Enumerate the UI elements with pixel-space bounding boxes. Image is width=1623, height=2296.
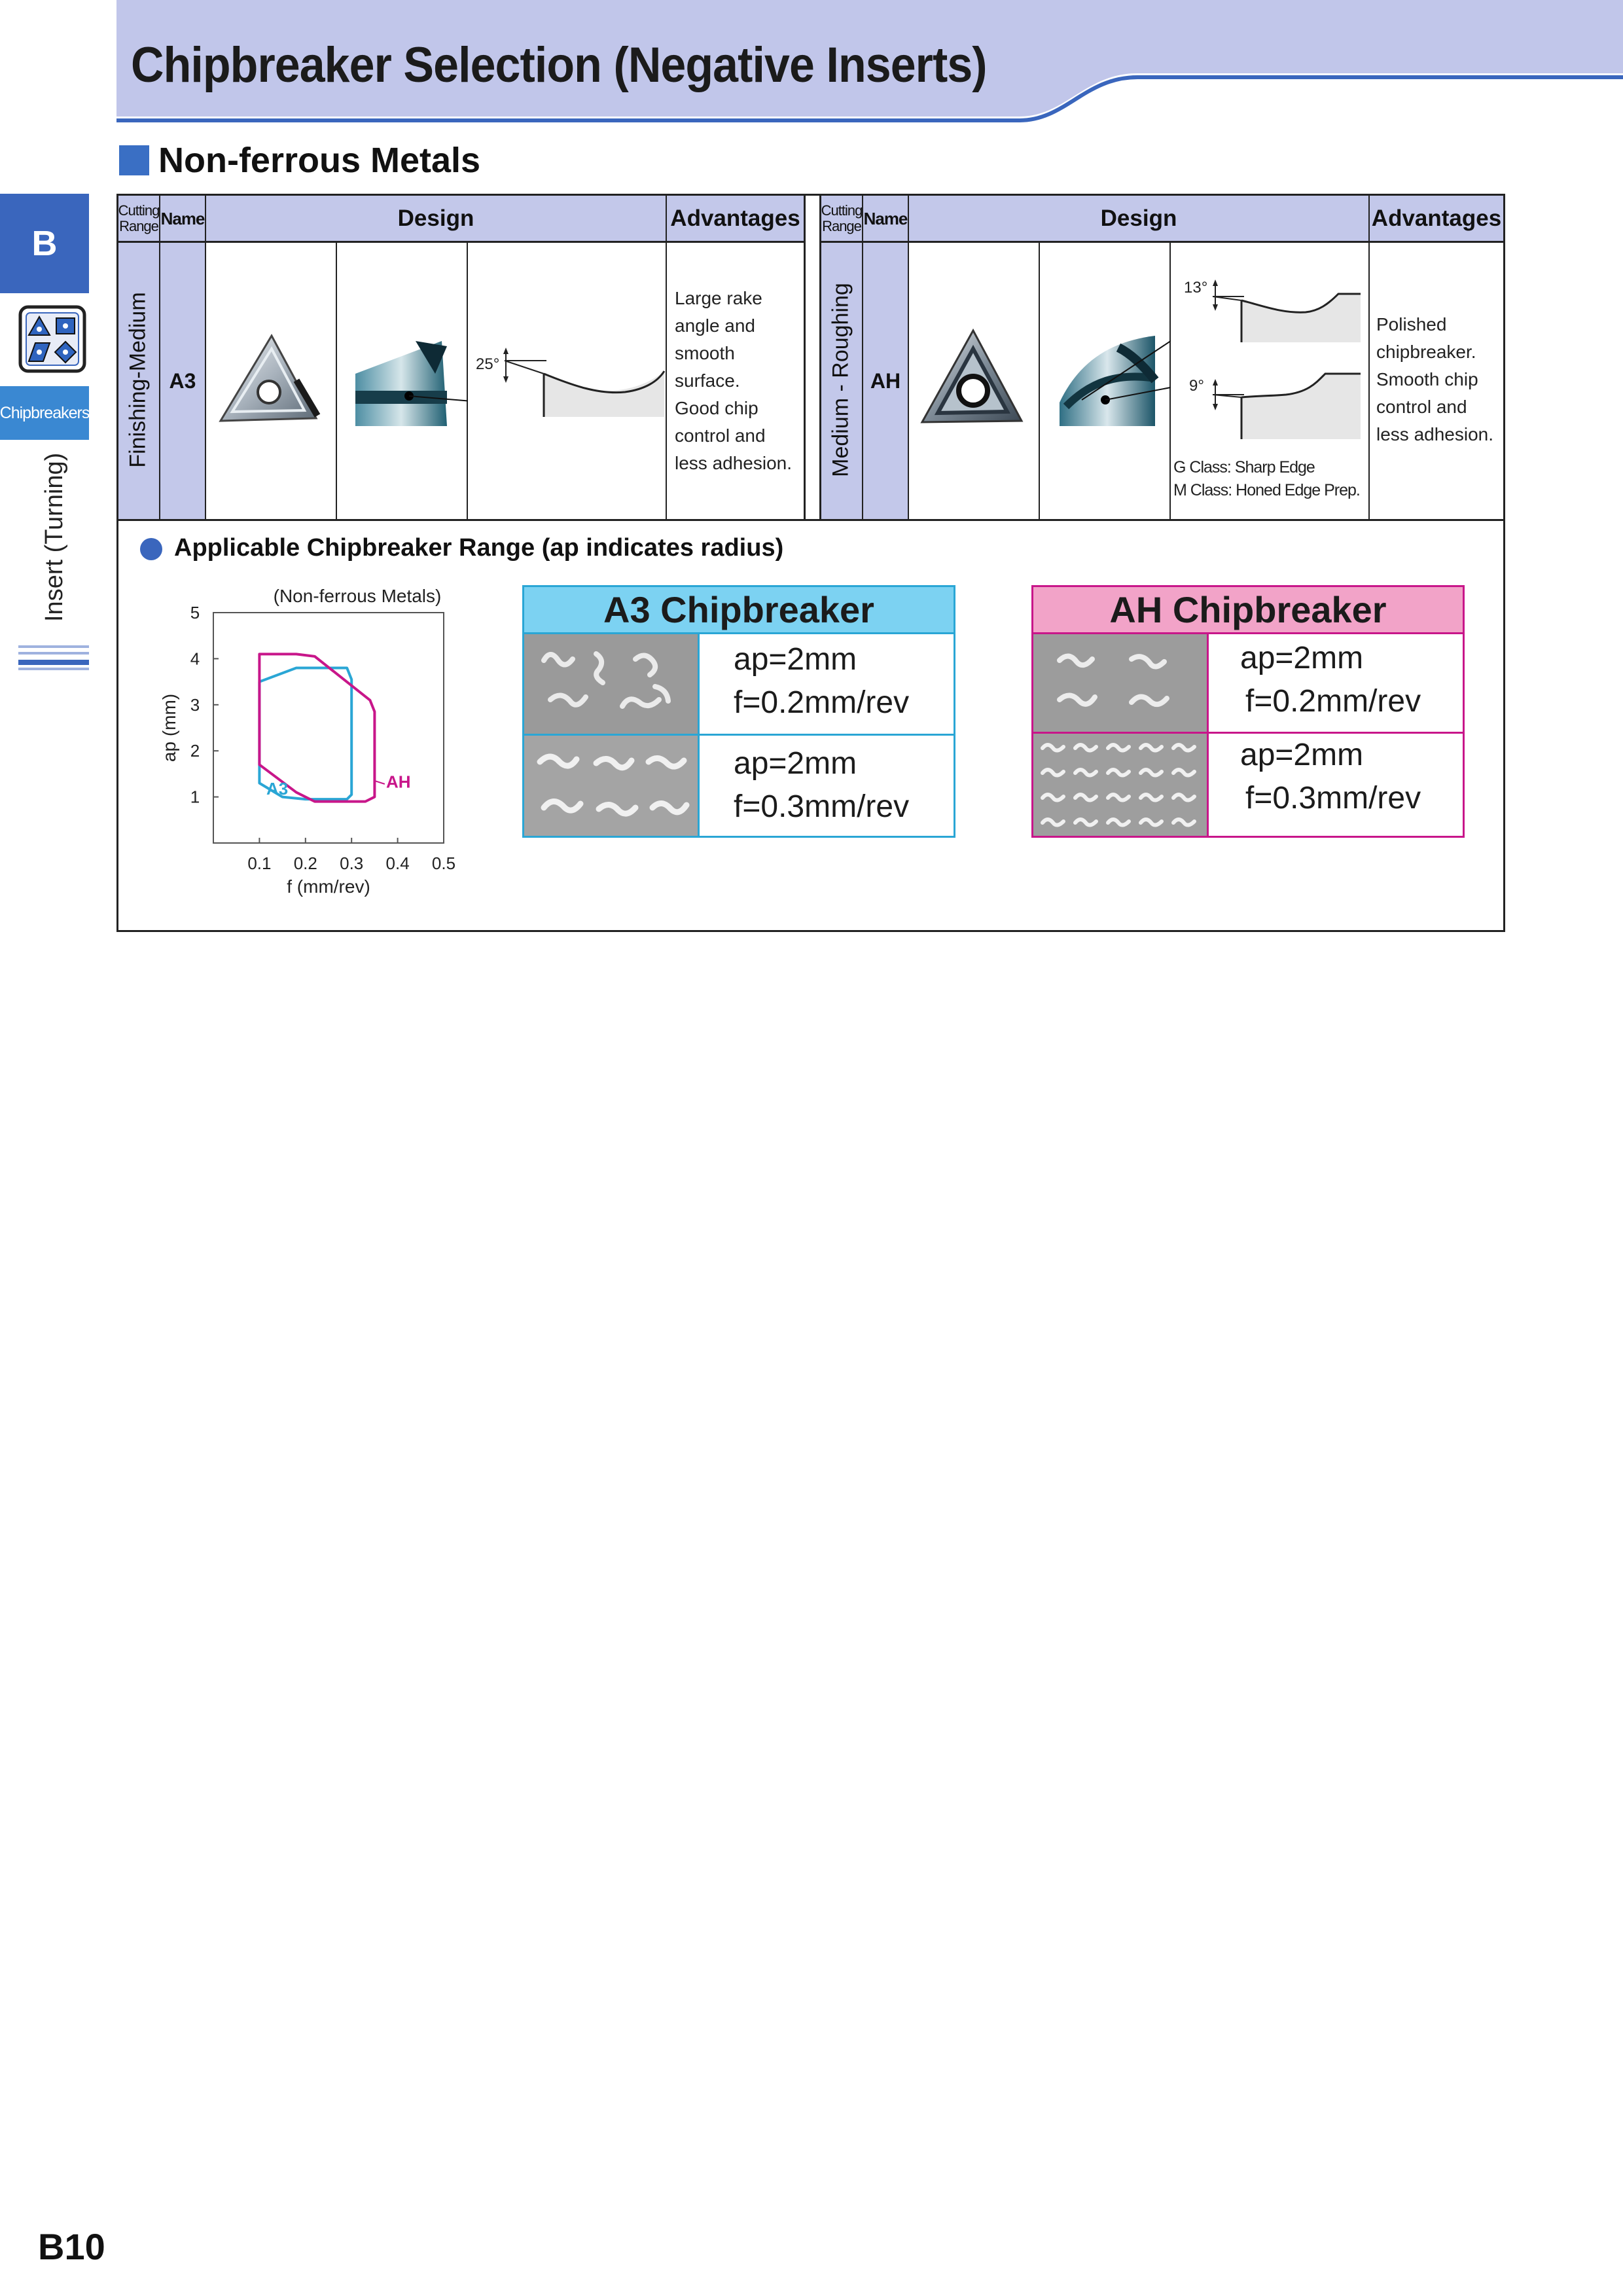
rake-angle-diagram-cell <box>468 243 667 519</box>
chip-sample-photo <box>524 736 700 836</box>
chip-condition: ap=2mm f=0.2mm/rev <box>734 642 910 720</box>
sidebar-stripe <box>18 660 89 665</box>
a3-series-label: A3 <box>266 779 289 799</box>
chipbreakers-tab[interactable]: Chipbreakers <box>0 386 89 440</box>
cutting-range-text: Medium - Roughing <box>828 283 853 477</box>
sidebar-vertical-label: Insert (Turning) <box>41 452 68 622</box>
bottom-angle-label: 9° <box>1189 377 1204 395</box>
chip-row <box>524 634 954 736</box>
cutting-range-cell <box>821 243 863 519</box>
insert-closeup-cell <box>1040 243 1171 519</box>
y-axis-label: ap (mm) <box>159 693 179 762</box>
page-number: B10 <box>38 2226 105 2267</box>
top-angle-label: 13° <box>1184 279 1208 296</box>
cutting-range-cell <box>118 243 160 519</box>
chip-sample-photo <box>524 634 700 734</box>
triangle-insert-image <box>206 243 337 519</box>
x-tick-label: 0.1 <box>247 853 272 873</box>
x-tick-label: 0.2 <box>293 853 317 873</box>
chip-condition: ap=2mm f=0.2mm/rev <box>1240 641 1421 719</box>
rake-angle-label: 25° <box>476 355 500 373</box>
sidebar-stripe <box>18 645 89 648</box>
header-cutting-range: Cutting Range <box>821 196 863 243</box>
page-title: Chipbreaker Selection (Negative Inserts) <box>131 37 987 93</box>
advantages-cell <box>1370 243 1503 519</box>
section-tab-b[interactable]: B <box>0 194 89 293</box>
insert-closeup-image <box>1040 243 1171 519</box>
header-cutting-range: Cutting Range <box>118 196 160 243</box>
chip-row <box>524 736 954 836</box>
insert-name: AH <box>863 243 909 519</box>
chip-row <box>1033 734 1463 836</box>
insert-photo-cell <box>909 243 1040 519</box>
range-chart <box>151 576 465 903</box>
chipbreaker-angle-diagram-cell <box>1171 243 1370 519</box>
x-tick-label: 0.5 <box>431 853 456 873</box>
chart-title: (Non-ferrous Metals) <box>273 586 442 606</box>
sidebar-stripe <box>18 652 89 655</box>
ah-chipbreaker-title: AH Chipbreaker <box>1033 587 1463 634</box>
x-tick-label: 0.4 <box>385 853 410 873</box>
plot-frame <box>213 613 444 843</box>
y-tick-label: 5 <box>190 603 200 622</box>
header-advantages: Advantages <box>1370 196 1503 243</box>
section-square <box>119 145 149 175</box>
chip-condition: ap=2mm f=0.3mm/rev <box>734 746 910 824</box>
x-axis-label: f (mm/rev) <box>287 876 370 897</box>
y-tick-label: 1 <box>190 787 200 807</box>
chip-sample-photo <box>1033 734 1209 836</box>
table-divider <box>118 519 1503 521</box>
header-name: Name <box>863 196 909 243</box>
bullet-icon <box>140 538 162 560</box>
insert-name: A3 <box>160 243 206 519</box>
header-name: Name <box>160 196 206 243</box>
a3-chipbreaker-title: A3 Chipbreaker <box>524 587 954 634</box>
ah-chipbreaker-panel <box>1031 585 1465 838</box>
header-advantages: Advantages <box>667 196 806 243</box>
table-gap <box>806 196 821 519</box>
header-design: Design <box>206 196 667 243</box>
a3-chipbreaker-panel <box>522 585 955 838</box>
insert-photo-cell <box>206 243 337 519</box>
class-notes: G Class: Sharp Edge M Class: Honed Edge Prep. <box>1173 458 1360 499</box>
chip-row <box>1033 634 1463 734</box>
insert-shapes-icon <box>18 305 86 373</box>
y-tick-label: 3 <box>190 694 200 715</box>
section-title: Non-ferrous Metals <box>158 141 481 180</box>
header-design: Design <box>909 196 1370 243</box>
insert-closeup-cell <box>337 243 468 519</box>
cutting-range-text: Finishing-Medium <box>125 292 151 468</box>
advantages-text: Large rake angle and smooth surface. Good chip control and less adhesion. <box>675 288 793 473</box>
sidebar-stripe <box>18 668 89 670</box>
advantages-cell <box>667 243 806 519</box>
y-tick-label: 4 <box>190 649 200 669</box>
y-tick-label: 2 <box>190 741 200 761</box>
range-title: Applicable Chipbreaker Range (ap indicates radius) <box>174 534 784 562</box>
insert-closeup-image <box>337 243 468 519</box>
chip-condition: ap=2mm f=0.3mm/rev <box>1240 738 1421 816</box>
chip-sample-photo <box>1033 634 1209 732</box>
ah-series-label: AH <box>386 772 411 792</box>
x-tick-label: 0.3 <box>340 853 364 873</box>
rake-angle-diagram <box>468 243 667 519</box>
triangle-insert-image <box>909 243 1040 519</box>
advantages-text: Polished chipbreaker. Smooth chip control and less adhesion. <box>1376 314 1494 444</box>
